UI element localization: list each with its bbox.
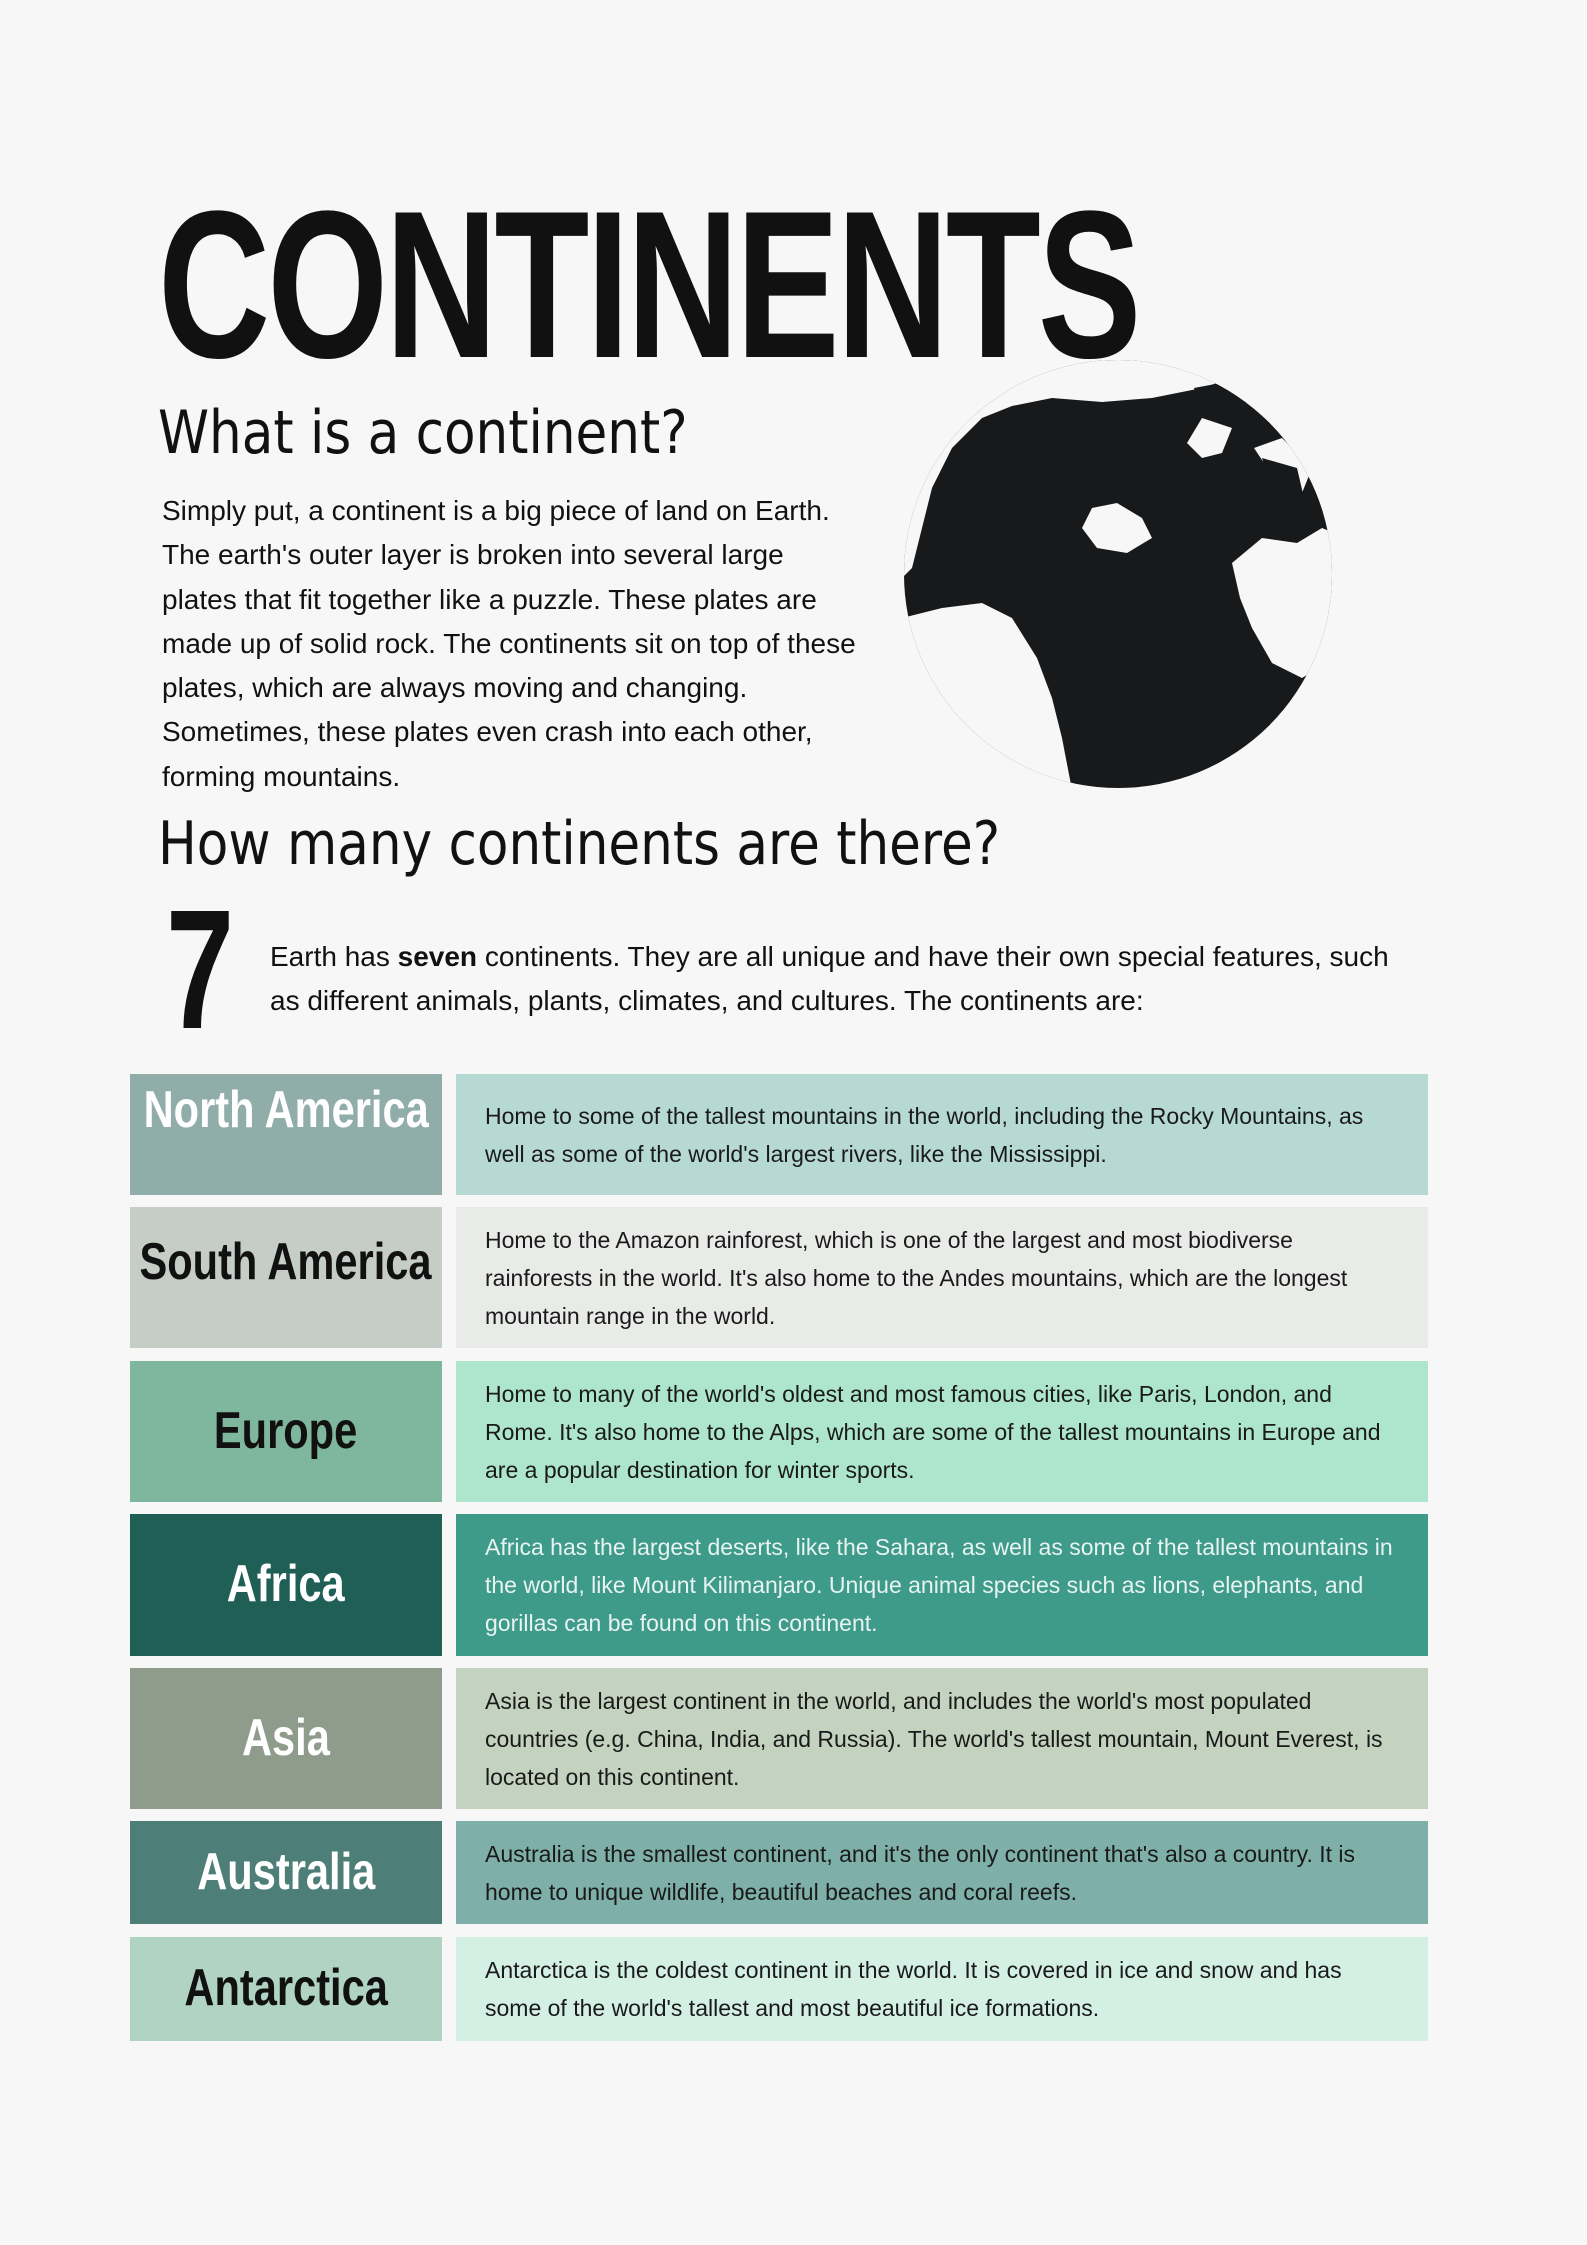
continent-name-cell bbox=[130, 1074, 442, 1195]
continent-description: Antarctica is the coldest continent in the world. It is covered in ice and snow and has some of the world's tallest and most beautiful ice formations. bbox=[485, 1957, 1342, 2021]
continent-row-africa bbox=[130, 1514, 1428, 1656]
continent-description-cell bbox=[456, 1074, 1428, 1195]
continent-name-cell bbox=[130, 1514, 442, 1656]
page-title: CONTINENTS bbox=[158, 167, 1139, 402]
continent-name-cell bbox=[130, 1361, 442, 1502]
continent-description-cell bbox=[456, 1514, 1428, 1656]
continent-description: Home to some of the tallest mountains in the world, including the Rocky Mountains, as well as some of the world's largest rivers, like the Mississippi. bbox=[485, 1102, 1364, 1167]
seven-numeral: 7 bbox=[166, 875, 235, 1065]
continent-row-south-america bbox=[130, 1207, 1428, 1348]
continent-name: Europe bbox=[214, 1401, 358, 1460]
continent-name-cell bbox=[130, 1937, 442, 2041]
continent-description-cell bbox=[456, 1937, 1428, 2041]
continent-description: Africa has the largest deserts, like the Sahara, as well as some of the tallest mountains in the world, like Mount Kilimanjaro. Unique animal species such as lions, elephants, and gorillas can be found on this continent. bbox=[485, 1534, 1393, 1636]
continent-name: South America bbox=[139, 1232, 433, 1291]
continent-name-cell bbox=[130, 1207, 442, 1348]
continent-description-cell bbox=[456, 1821, 1428, 1924]
continent-name-cell bbox=[130, 1821, 442, 1924]
seven-bold-word: seven bbox=[397, 941, 478, 972]
continent-name: Africa bbox=[227, 1555, 345, 1614]
continent-row-australia bbox=[130, 1821, 1428, 1924]
intro-paragraph: Simply put, a continent is a big piece of land on Earth. The earth's outer layer is broken into several large plates that fit together like a puzzle. These plates are made up of solid rock. The continents sit on top of these plates, which are always moving and changing. Sometimes, these plates even crash into each other, forming mountains. bbox=[162, 495, 856, 792]
continent-description-cell bbox=[456, 1361, 1428, 1502]
seven-text-before: Earth has bbox=[270, 941, 398, 972]
seven-paragraph bbox=[270, 935, 1420, 1022]
continent-row-asia bbox=[130, 1668, 1428, 1809]
continent-name: North America bbox=[143, 1081, 429, 1139]
continent-description-cell bbox=[456, 1668, 1428, 1809]
seven-text-after: continents. They are all unique and have their own special features, such as different animals, plants, climates, and cultures. The continents are: bbox=[270, 941, 1389, 1016]
continent-name: Australia bbox=[196, 1842, 376, 1901]
continent-description-cell bbox=[456, 1207, 1428, 1348]
continent-description: Home to many of the world's oldest and most famous cities, like Paris, London, and Rome. It's also home to the Alps, which are some of the tallest mountains in Europe and are a popular destination for winter sports. bbox=[485, 1380, 1381, 1483]
continent-name: Asia bbox=[242, 1708, 330, 1767]
continent-row-antarctica bbox=[130, 1937, 1428, 2041]
continent-name: Antarctica bbox=[184, 1959, 388, 2018]
how-many-heading: How many continents are there? bbox=[158, 809, 1001, 879]
continent-description: Home to the Amazon rainforest, which is one of the largest and most biodiverse rainforests in the world. It's also home to the Andes mountains, which are the longest mountain range in the world. bbox=[485, 1226, 1348, 1329]
continent-name-cell bbox=[130, 1668, 442, 1809]
continent-description: Australia is the smallest continent, and it's the only continent that's also a country. It is home to unique wildlife, beautiful beaches and coral reefs. bbox=[485, 1840, 1356, 1905]
what-is-continent-heading: What is a continent? bbox=[158, 398, 688, 468]
globe-icon bbox=[902, 358, 1334, 790]
continent-row-north-america bbox=[130, 1074, 1428, 1195]
continent-row-europe bbox=[130, 1361, 1428, 1502]
continent-description: Asia is the largest continent in the world, and includes the world's most populated countries (e.g. China, India, and Russia). The world's tallest mountain, Mount Everest, is located on this continent. bbox=[485, 1687, 1383, 1790]
